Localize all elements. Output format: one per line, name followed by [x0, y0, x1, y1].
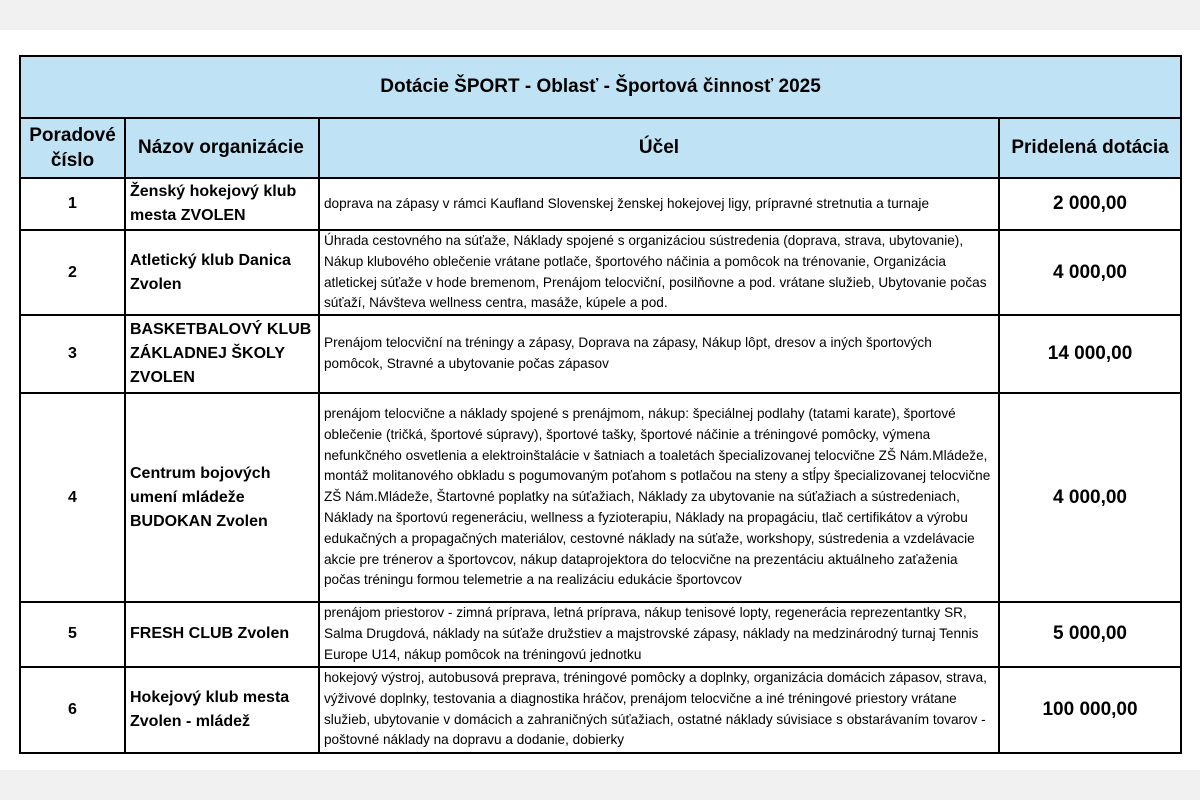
- subsidy-table: [19, 55, 1182, 754]
- row-organization: Ženský hokejový klub mesta ZVOLEN: [125, 178, 319, 230]
- table-title: Dotácie ŠPORT - Oblasť - Športová činnosť 2025: [20, 56, 1181, 118]
- table-row: [20, 393, 1181, 602]
- row-amount: 14 000,00: [999, 315, 1181, 393]
- row-purpose: hokejový výstroj, autobusová preprava, tréningové pomôcky a doplnky, organizácia domácich zápasov, strava, výživové doplnky, testovania a diagnostika hráčov, prenájom telocvične a iné tréningové priestory vrátane služieb, ubytovanie v domácich a zahraničných súťažiach, ostatné náklady súvisiace s obstarávaním tovarov - poštovné náklady na dopravu a dodanie, dobierky: [319, 667, 999, 753]
- row-organization: BASKETBALOVÝ KLUB ZÁKLADNEJ ŠKOLY ZVOLEN: [125, 315, 319, 393]
- row-purpose: Úhrada cestovného na súťaže, Náklady spojené s organizáciou sústredenia (doprava, strava, ubytovanie), Nákup klubového oblečenie vrátane potlače, športového náčinia a pomôcok na trénovanie, Organizácia atletickej súťaže v hode bremenom, Prenájom telocviční, posilňovne a pod. vrátane služieb, Ubytovanie počas súťaží, Návšteva wellness centra, masáže, kúpele a pod.: [319, 230, 999, 315]
- row-number: 4: [20, 393, 125, 602]
- header-row: [20, 118, 1181, 178]
- row-purpose: prenájom telocvične a náklady spojené s prenájmom, nákup: špeciálnej podlahy (tatami karate), športové oblečenie (tričká, športové súpravy), športové tašky, športové náčinie a tréningové pomôcky, výmena nefunkčného osvetlenia a elektroinštalácie v šatniach a toaletách špecializovanej telocvične ZŠ Nám.Mládeže, montáž molitanového obkladu s pogumovaným poťahom s potlačou na steny a stĺpy špecializovanej telocvične ZŠ Nám.Mládeže, Štartovné poplatky na súťažiach, Náklady za ubytovanie na súťažiach a sústredeniach, Náklady na športovú regeneráciu, wellness a fyzioterapiu, Náklady na propagáciu, tlač certifikátov a výrobu edukačných a propagačných materiálov, cestovné náklady na súťaže, workshopy, sústredenia a vzdelávacie akcie pre trénerov a športovcov, nákup dataprojektora do telocvične na prezentáciu aktuálneho zaťaženia počas tréningu formou telemetrie a na realizáciu edukácie športovcov: [319, 393, 999, 602]
- row-purpose: doprava na zápasy v rámci Kaufland Slovenskej ženskej hokejovej ligy, prípravné stretnutia a turnaje: [319, 178, 999, 230]
- row-amount: 2 000,00: [999, 178, 1181, 230]
- table-row: [20, 602, 1181, 666]
- header-organization: Názov organizácie: [125, 118, 319, 178]
- row-number: 5: [20, 602, 125, 666]
- row-amount: 5 000,00: [999, 602, 1181, 666]
- row-purpose: Prenájom telocviční na tréningy a zápasy, Doprava na zápasy, Nákup lôpt, dresov a iných športových pomôcok, Stravné a ubytovanie počas zápasov: [319, 315, 999, 393]
- row-organization: Hokejový klub mesta Zvolen - mládež: [125, 667, 319, 753]
- table-row: [20, 178, 1181, 230]
- row-number: 1: [20, 178, 125, 230]
- row-amount: 4 000,00: [999, 393, 1181, 602]
- row-number: 2: [20, 230, 125, 315]
- row-amount: 4 000,00: [999, 230, 1181, 315]
- row-amount: 100 000,00: [999, 667, 1181, 753]
- row-purpose: prenájom priestorov - zimná príprava, letná príprava, nákup tenisové lopty, regenerácia reprezentantky SR, Salma Drugdová, náklady na súťaže družstiev a majstrovské zápasy, náklady na medzinárodný turnaj Tennis Europe U14, nákup pomôcok na tréningovú jednotku: [319, 602, 999, 666]
- row-organization: Centrum bojových umení mládeže BUDOKAN Zvolen: [125, 393, 319, 602]
- header-number: Poradové číslo: [20, 118, 125, 178]
- bottom-margin: [0, 770, 1200, 800]
- title-row: [20, 56, 1181, 118]
- subsidy-table-sheet: [19, 55, 1180, 754]
- row-organization: Atletický klub Danica Zvolen: [125, 230, 319, 315]
- table-row: [20, 667, 1181, 753]
- top-margin: [0, 0, 1200, 30]
- table-row: [20, 315, 1181, 393]
- table-row: [20, 230, 1181, 315]
- header-amount: Pridelená dotácia: [999, 118, 1181, 178]
- row-organization: FRESH CLUB Zvolen: [125, 602, 319, 666]
- header-purpose: Účel: [319, 118, 999, 178]
- row-number: 3: [20, 315, 125, 393]
- row-number: 6: [20, 667, 125, 753]
